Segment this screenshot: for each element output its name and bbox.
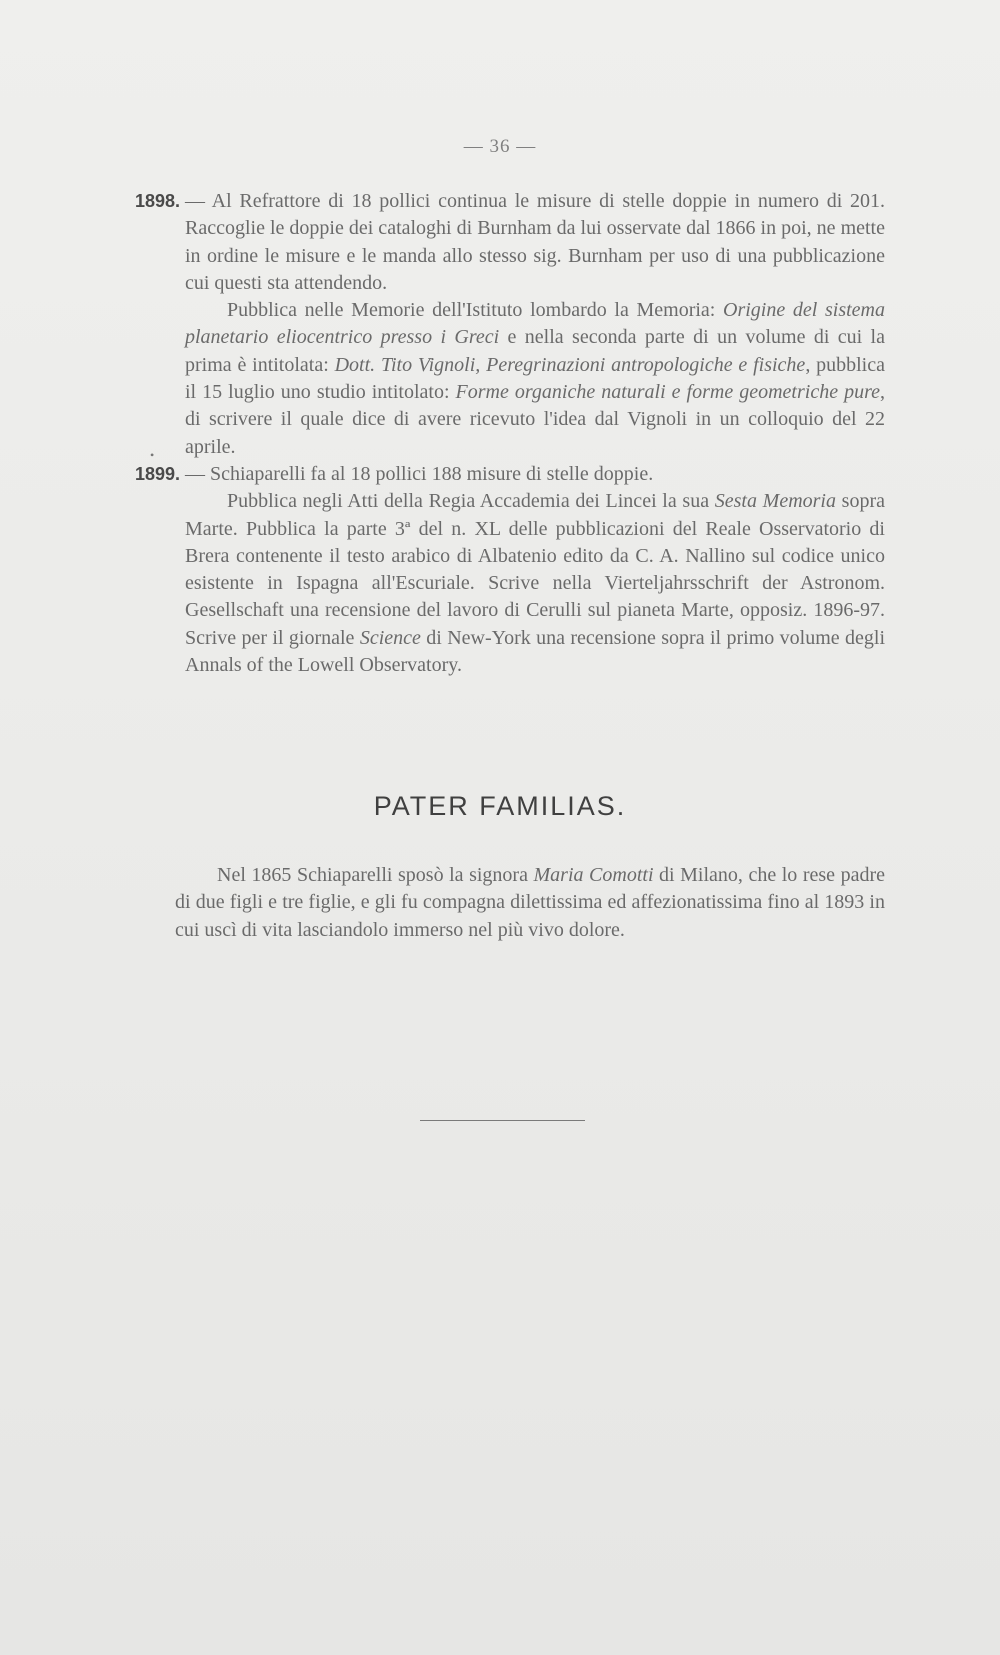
entry-paragraph: — Al Refrattore di 18 pollici continua le misure di stelle doppie in numero di 201. Raccoglie le doppie dei cataloghi di Burnham da lui osservate dal 1866 in poi, ne mette in ordine le misure e le manda allo stesso sig. Burnham per uso di una pubblicazione cui questi sta attendendo.: [185, 190, 885, 294]
entry-paragraph: Pubblica nelle Memorie dell'Istituto lombardo la Memoria: Origine del sistema planetario eliocentrico presso i Greci e nella seconda parte di un volume di cui la prima è intitolata: Dott. Tito Vignoli, Peregrinazioni antropologiche e fisiche, pubblica il 15 luglio uno studio intitolato: Forme organiche naturali e forme geometriche pure, di scrivere il quale dice di avere ricevuto l'idea dal Vignoli in un colloquio del 22 aprile.: [185, 299, 885, 458]
page-number: — 36 —: [463, 136, 537, 157]
chronology-entries: [135, 188, 885, 679]
entry-year: 1898.: [135, 191, 181, 211]
section-body: [175, 862, 885, 944]
section-paragraph: Nel 1865 Schiaparelli sposò la signora Maria Comotti di Milano, che lo rese padre di due figli e tre figlie, e gli fu compagna dilettissima ed affezionatissima fino al 1893 in cui uscì di vita lasciandolo immerso nel più vivo dolore.: [175, 864, 885, 941]
margin-mark: •: [150, 448, 155, 462]
entry-paragraph: — Schiaparelli fa al 18 pollici 188 misure di stelle doppie.: [185, 462, 654, 485]
entry-year: 1899.: [135, 463, 181, 484]
entry-paragraph: Pubblica negli Atti della Regia Accademia dei Lincei la sua Sesta Memoria sopra Marte. Pubblica la parte 3ª del n. XL delle pubblicazioni del Reale Osservatorio di Brera contenente il testo arabico di Albatenio edito da C. A. Nallino sul codice unico esistente in Ispagna all'Escuriale. Scrive nella Vierteljahrsschrift der Astronom. Gesellschaft una recensione del lavoro di Cerulli sul pianeta Marte, opposiz. 1896-97. Scrive per il giornale Science di New-York una recensione sopra il primo volume degli Annals of the Lowell Observatory.: [185, 490, 885, 677]
closing-rule: [420, 1120, 585, 1121]
entry-1899: [135, 461, 885, 679]
entry-1898: [135, 188, 885, 461]
section-title: PATER FAMILIAS.: [373, 791, 627, 821]
